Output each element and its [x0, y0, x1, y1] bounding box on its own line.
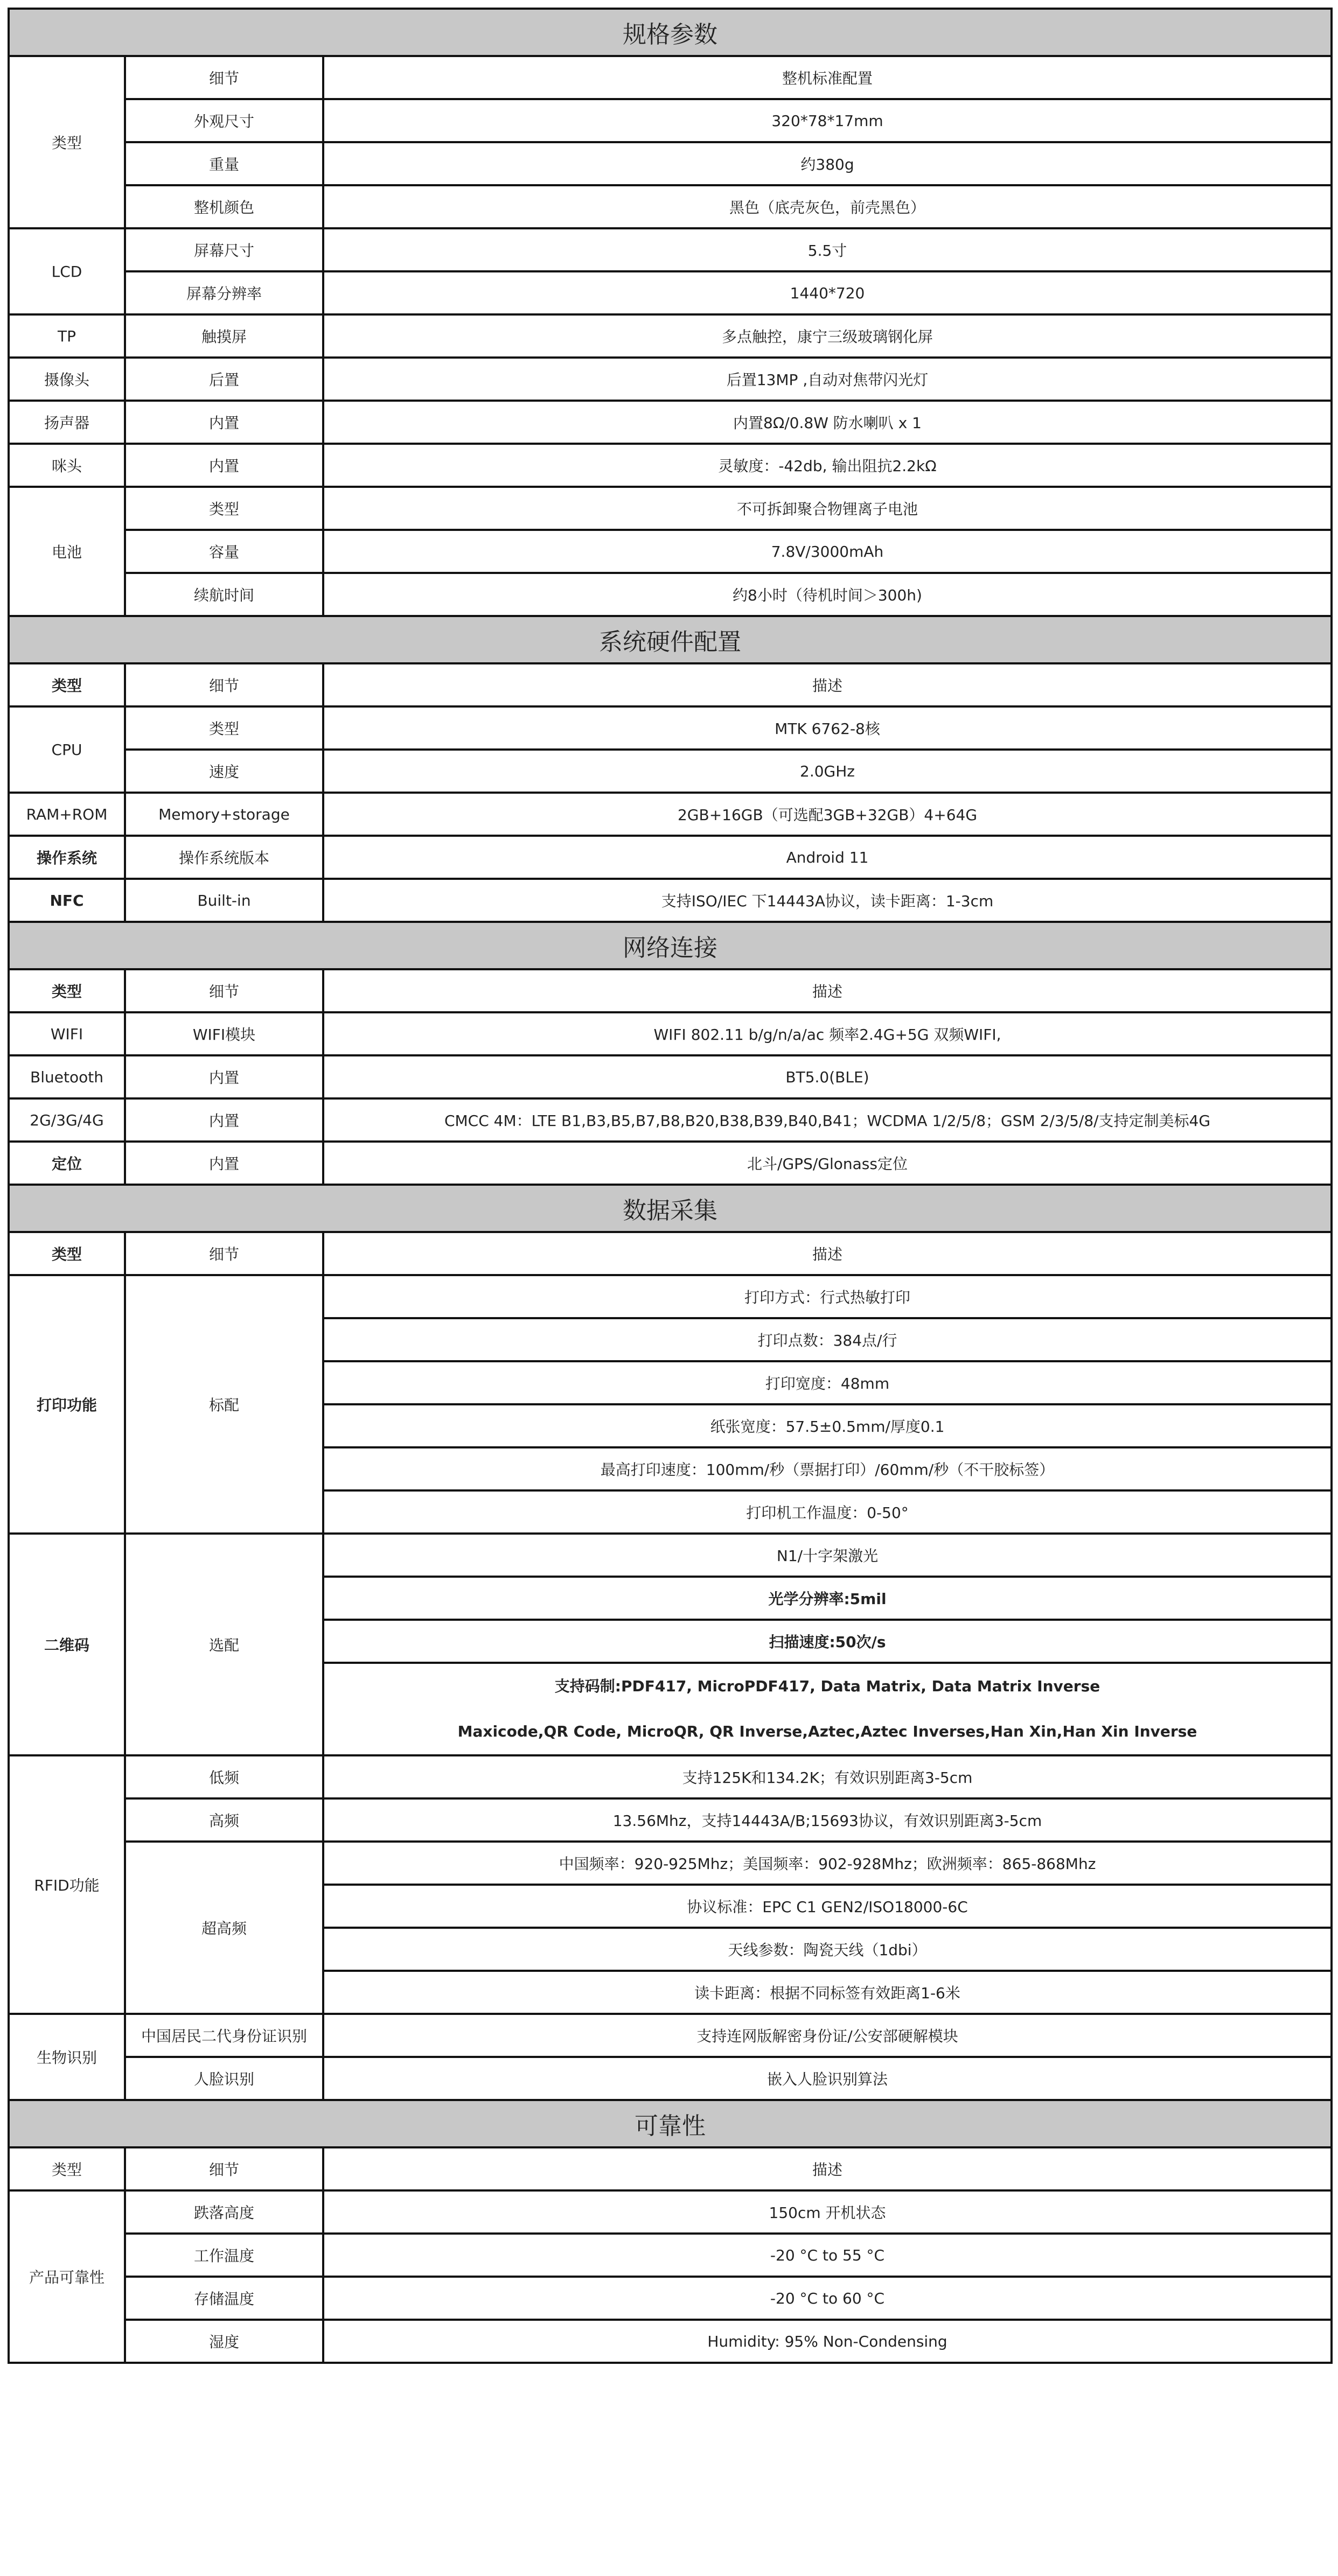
- value-cell: 嵌入人脸识别算法: [323, 2057, 1332, 2100]
- category-cell: 扬声器: [9, 401, 125, 444]
- table-row: [9, 1755, 1332, 1798]
- category-cell: 生物识别: [9, 2014, 125, 2100]
- value-cell: 最高打印速度：100mm/秒（票据打印）/60mm/秒（不干胶标签）: [323, 1447, 1332, 1490]
- value-cell: 打印机工作温度：0-50°: [323, 1490, 1332, 1534]
- value-cell: 支持ISO/IEC 下14443A协议，读卡距离：1-3cm: [323, 879, 1332, 922]
- header-cell: 类型: [9, 1232, 125, 1275]
- header-cell: 类型: [9, 969, 125, 1012]
- header-cell: 细节: [125, 1232, 323, 1275]
- section-network: [9, 922, 1332, 969]
- section-hardware: [9, 616, 1332, 663]
- table-row: [9, 750, 1332, 793]
- detail-cell: 内置: [125, 1098, 323, 1142]
- table-row: [9, 358, 1332, 401]
- category-cell: LCD: [9, 228, 125, 314]
- table-row: [9, 1012, 1332, 1055]
- detail-cell: Memory+storage: [125, 793, 323, 836]
- header-cell: 描述: [323, 663, 1332, 706]
- table-row: [9, 1098, 1332, 1142]
- value-cell: 150cm 开机状态: [323, 2190, 1332, 2234]
- table-row: [9, 1055, 1332, 1098]
- header-row: [9, 663, 1332, 706]
- value-cell: 7.8V/3000mAh: [323, 530, 1332, 573]
- table-row: [9, 879, 1332, 922]
- table-row: [9, 836, 1332, 879]
- header-row: [9, 969, 1332, 1012]
- section-reliability: [9, 2100, 1332, 2147]
- detail-cell: 跌落高度: [125, 2190, 323, 2234]
- value-cell: [323, 1663, 1332, 1755]
- category-cell: 产品可靠性: [9, 2190, 125, 2363]
- value-cell: 读卡距离：根据不同标签有效距离1-6米: [323, 1971, 1332, 2014]
- detail-cell: 整机颜色: [125, 185, 323, 228]
- table-row: [9, 1798, 1332, 1842]
- table-row: [9, 271, 1332, 314]
- table-row: [9, 1534, 1332, 1577]
- detail-cell: 屏幕分辨率: [125, 271, 323, 314]
- table-row: [9, 185, 1332, 228]
- table-row: [9, 2057, 1332, 2100]
- value-cell: 整机标准配置: [323, 56, 1332, 99]
- detail-cell: 低频: [125, 1755, 323, 1798]
- detail-cell: 外观尺寸: [125, 99, 323, 142]
- value-cell: Android 11: [323, 836, 1332, 879]
- detail-cell: 细节: [125, 56, 323, 99]
- category-cell: 打印功能: [9, 1275, 125, 1534]
- value-cell: 中国频率：920-925Mhz；美国频率：902-928Mhz；欧洲频率：865-868Mhz: [323, 1842, 1332, 1885]
- category-cell: 定位: [9, 1142, 125, 1185]
- detail-cell: 标配: [125, 1275, 323, 1534]
- table-row: [9, 401, 1332, 444]
- category-cell: 咪头: [9, 444, 125, 487]
- detail-cell: 选配: [125, 1534, 323, 1755]
- detail-cell: 工作温度: [125, 2234, 323, 2277]
- value-cell: 协议标准：EPC C1 GEN2/ISO18000-6C: [323, 1885, 1332, 1928]
- section-title: 系统硬件配置: [9, 616, 1332, 663]
- codes-line-2: Maxicode,QR Code, MicroQR, QR Inverse,Aztec,Aztec Inverses,Han Xin,Han Xin Inverse: [457, 1723, 1197, 1740]
- category-cell: NFC: [9, 879, 125, 922]
- category-cell: RAM+ROM: [9, 793, 125, 836]
- detail-cell: 后置: [125, 358, 323, 401]
- detail-cell: 容量: [125, 530, 323, 573]
- category-cell: WIFI: [9, 1012, 125, 1055]
- value-cell: MTK 6762-8核: [323, 706, 1332, 750]
- category-cell: 电池: [9, 487, 125, 616]
- value-cell: 打印宽度：48mm: [323, 1361, 1332, 1404]
- table-row: [9, 487, 1332, 530]
- value-cell: -20 °C to 60 °C: [323, 2277, 1332, 2320]
- header-row: [9, 2147, 1332, 2190]
- section-title: 数据采集: [9, 1185, 1332, 1232]
- value-cell: 2GB+16GB（可选配3GB+32GB）4+64G: [323, 793, 1332, 836]
- table-row: [9, 99, 1332, 142]
- detail-cell: Built-in: [125, 879, 323, 922]
- header-cell: 细节: [125, 969, 323, 1012]
- value-cell: 北斗/GPS/Glonass定位: [323, 1142, 1332, 1185]
- value-cell: 13.56Mhz，支持14443A/B;15693协议，有效识别距离3-5cm: [323, 1798, 1332, 1842]
- detail-cell: 内置: [125, 401, 323, 444]
- table-row: [9, 573, 1332, 616]
- table-row: [9, 706, 1332, 750]
- category-cell: TP: [9, 314, 125, 358]
- detail-cell: 人脸识别: [125, 2057, 323, 2100]
- section-title: 网络连接: [9, 922, 1332, 969]
- table-row: [9, 2234, 1332, 2277]
- table-row: [9, 444, 1332, 487]
- detail-cell: 续航时间: [125, 573, 323, 616]
- category-cell: 类型: [9, 56, 125, 228]
- value-cell: -20 °C to 55 °C: [323, 2234, 1332, 2277]
- value-cell: 支持125K和134.2K；有效识别距离3-5cm: [323, 1755, 1332, 1798]
- value-cell: 黑色（底壳灰色，前壳黑色）: [323, 185, 1332, 228]
- section-spec: [9, 9, 1332, 56]
- table-row: [9, 56, 1332, 99]
- value-cell: N1/十字架激光: [323, 1534, 1332, 1577]
- detail-cell: WIFI模块: [125, 1012, 323, 1055]
- table-row: [9, 1275, 1332, 1318]
- section-data: [9, 1185, 1332, 1232]
- value-cell: 光学分辨率:5mil: [323, 1577, 1332, 1620]
- category-cell: 2G/3G/4G: [9, 1098, 125, 1142]
- value-cell: WIFI 802.11 b/g/n/a/ac 频率2.4G+5G 双频WIFI,: [323, 1012, 1332, 1055]
- detail-cell: 类型: [125, 487, 323, 530]
- detail-cell: 屏幕尺寸: [125, 228, 323, 271]
- value-cell: 灵敏度：-42db, 输出阻抗2.2kΩ: [323, 444, 1332, 487]
- table-row: [9, 530, 1332, 573]
- table-row: [9, 2277, 1332, 2320]
- value-cell: BT5.0(BLE): [323, 1055, 1332, 1098]
- table-row: [9, 1842, 1332, 1885]
- detail-cell: 触摸屏: [125, 314, 323, 358]
- header-cell: 类型: [9, 663, 125, 706]
- value-cell: 2.0GHz: [323, 750, 1332, 793]
- value-cell: 约380g: [323, 142, 1332, 185]
- table-row: [9, 2320, 1332, 2363]
- detail-cell: 类型: [125, 706, 323, 750]
- detail-cell: 内置: [125, 1142, 323, 1185]
- value-cell: 内置8Ω/0.8W 防水喇叭 x 1: [323, 401, 1332, 444]
- value-cell: 后置13MP ,自动对焦带闪光灯: [323, 358, 1332, 401]
- table-row: [9, 142, 1332, 185]
- detail-cell: 中国居民二代身份证识别: [125, 2014, 323, 2057]
- codes-line-1: 支持码制:PDF417, MicroPDF417, Data Matrix, Data Matrix Inverse: [554, 1677, 1100, 1695]
- value-cell: 约8小时（待机时间＞300h): [323, 573, 1332, 616]
- header-cell: 描述: [323, 2147, 1332, 2190]
- value-cell: 320*78*17mm: [323, 99, 1332, 142]
- section-title: 规格参数: [9, 9, 1332, 56]
- detail-cell: 高频: [125, 1798, 323, 1842]
- value-cell: 多点触控，康宁三级玻璃钢化屏: [323, 314, 1332, 358]
- header-cell: 描述: [323, 1232, 1332, 1275]
- value-cell: 打印方式：行式热敏打印: [323, 1275, 1332, 1318]
- detail-cell: 内置: [125, 444, 323, 487]
- value-cell: 支持连网版解密身份证/公安部硬解模块: [323, 2014, 1332, 2057]
- header-row: [9, 1232, 1332, 1275]
- detail-cell: 湿度: [125, 2320, 323, 2363]
- value-cell: 5.5寸: [323, 228, 1332, 271]
- value-cell: Humidity: 95% Non-Condensing: [323, 2320, 1332, 2363]
- table-row: [9, 1142, 1332, 1185]
- detail-cell: 存储温度: [125, 2277, 323, 2320]
- category-cell: CPU: [9, 706, 125, 793]
- value-cell: 不可拆卸聚合物锂离子电池: [323, 487, 1332, 530]
- header-cell: 细节: [125, 663, 323, 706]
- detail-cell: 内置: [125, 1055, 323, 1098]
- spec-table: [8, 8, 1333, 2364]
- value-cell: 打印点数：384点/行: [323, 1318, 1332, 1361]
- value-cell: 1440*720: [323, 271, 1332, 314]
- category-cell: 二维码: [9, 1534, 125, 1755]
- table-row: [9, 228, 1332, 271]
- detail-cell: 操作系统版本: [125, 836, 323, 879]
- header-cell: 描述: [323, 969, 1332, 1012]
- detail-cell: 速度: [125, 750, 323, 793]
- table-row: [9, 793, 1332, 836]
- category-cell: Bluetooth: [9, 1055, 125, 1098]
- header-cell: 类型: [9, 2147, 125, 2190]
- value-cell: CMCC 4M：LTE B1,B3,B5,B7,B8,B20,B38,B39,B40,B41；WCDMA 1/2/5/8；GSM 2/3/5/8/支持定制美标4G: [323, 1098, 1332, 1142]
- detail-cell: 重量: [125, 142, 323, 185]
- table-row: [9, 2014, 1332, 2057]
- table-row: [9, 314, 1332, 358]
- value-cell: 天线参数：陶瓷天线（1dbi）: [323, 1928, 1332, 1971]
- category-cell: 操作系统: [9, 836, 125, 879]
- category-cell: RFID功能: [9, 1755, 125, 2014]
- header-cell: 细节: [125, 2147, 323, 2190]
- section-title: 可靠性: [9, 2100, 1332, 2147]
- detail-cell: 超高频: [125, 1842, 323, 2014]
- category-cell: 摄像头: [9, 358, 125, 401]
- value-cell: 扫描速度:50次/s: [323, 1620, 1332, 1663]
- table-row: [9, 2190, 1332, 2234]
- value-cell: 纸张宽度：57.5±0.5mm/厚度0.1: [323, 1404, 1332, 1447]
- spec-sheet: [8, 8, 1330, 2364]
